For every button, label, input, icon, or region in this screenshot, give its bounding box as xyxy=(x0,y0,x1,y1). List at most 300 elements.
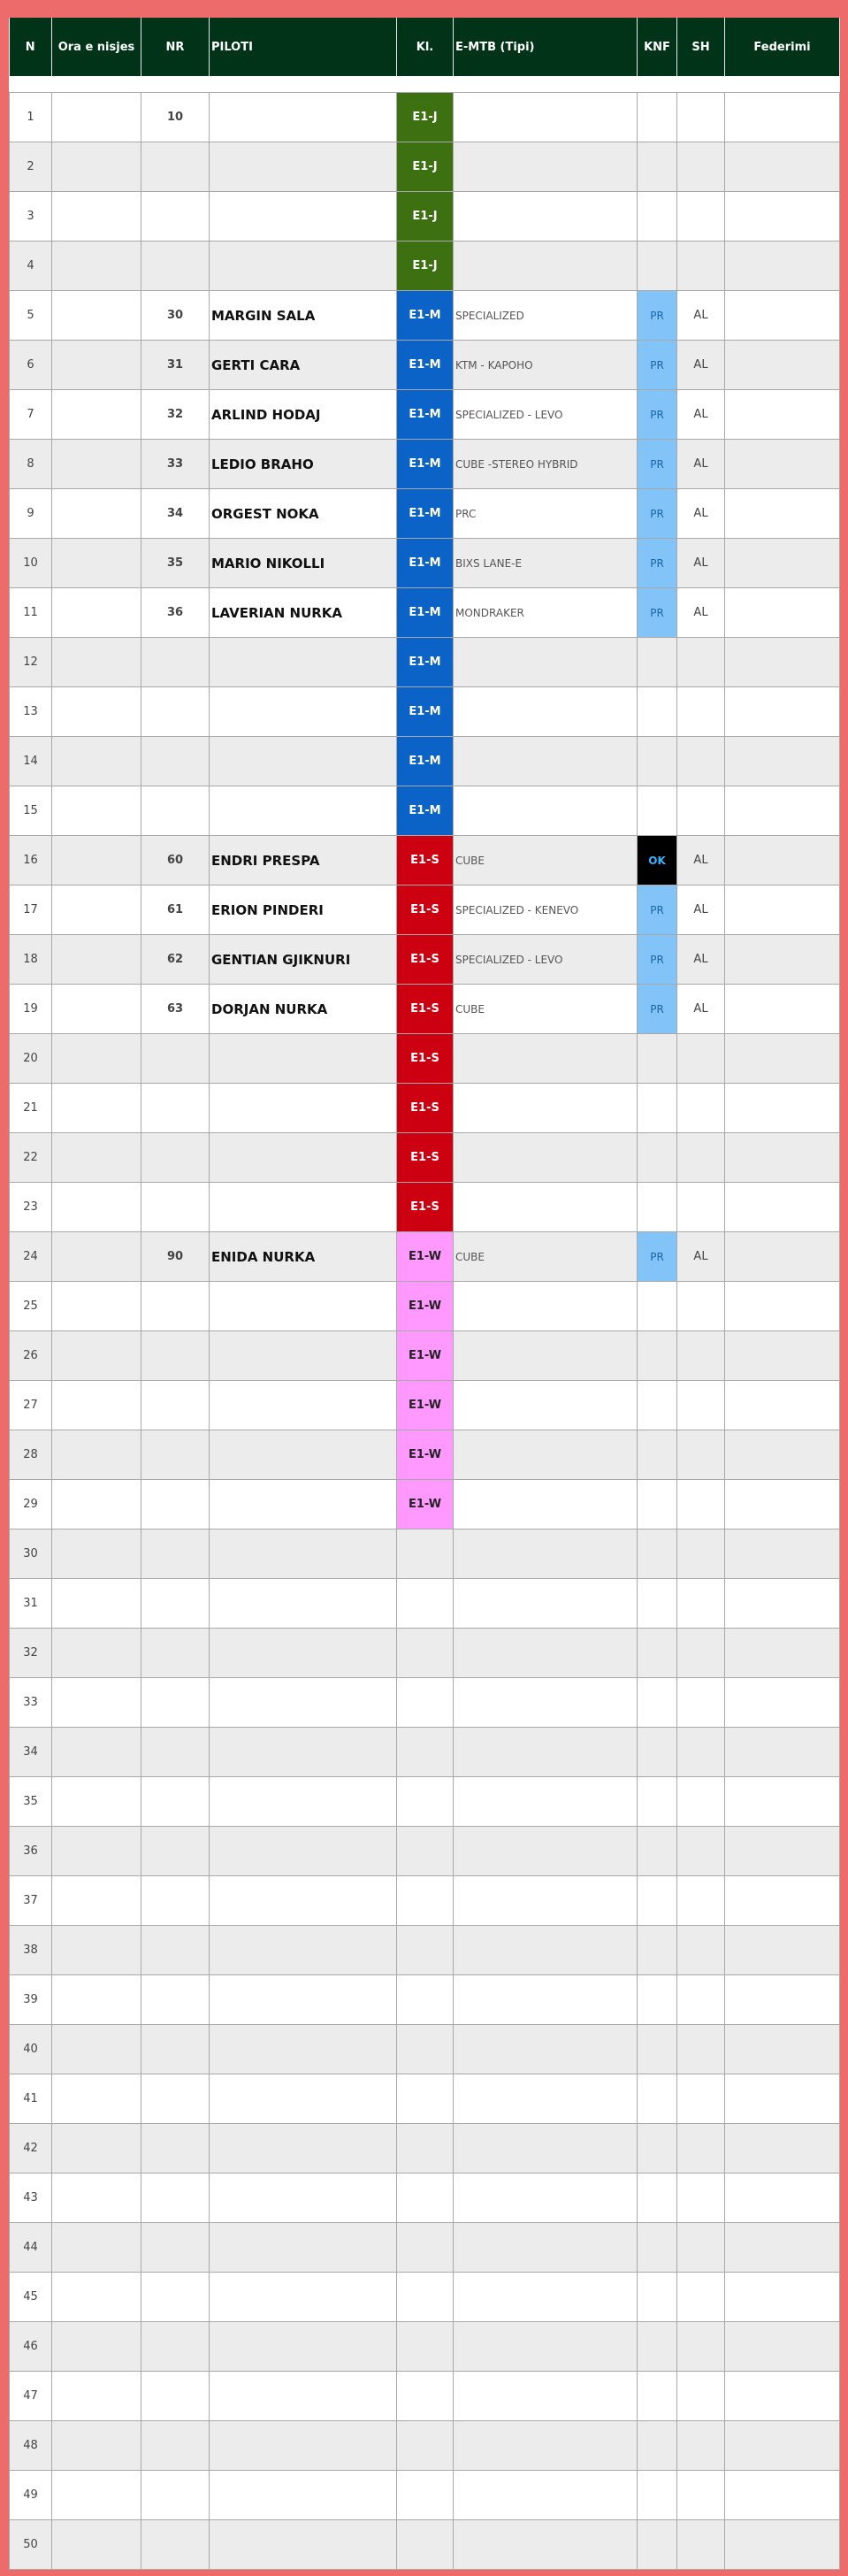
pilot-name-cell xyxy=(210,1183,397,1232)
class-cell: E1-M xyxy=(397,341,454,390)
knf-status-cell xyxy=(638,2124,677,2174)
emtb-type-cell: CUBE xyxy=(454,985,638,1034)
row-number-cell: 28 xyxy=(10,1430,52,1480)
class-cell: E1-W xyxy=(397,1381,454,1430)
federation-cell xyxy=(725,1827,840,1876)
knf-status-cell xyxy=(638,192,677,242)
country-cell xyxy=(677,2174,725,2223)
start-time-cell xyxy=(52,2372,141,2421)
pilot-name-cell: MARGIN SALA xyxy=(210,291,397,341)
class-cell: E1-S xyxy=(397,886,454,935)
country-cell: AL xyxy=(677,390,725,440)
knf-status-cell xyxy=(638,1381,677,1430)
emtb-type-cell: SPECIALIZED - KENEVO xyxy=(454,886,638,935)
emtb-type-cell: PRC xyxy=(454,489,638,539)
emtb-type-cell: MONDRAKER xyxy=(454,588,638,638)
knf-status-cell xyxy=(638,2074,677,2124)
row-number-cell: 48 xyxy=(10,2421,52,2471)
knf-status-cell: PR xyxy=(638,1232,677,1282)
table-row xyxy=(10,935,840,985)
race-number-cell xyxy=(141,1876,210,1926)
pilot-name-cell xyxy=(210,1728,397,1777)
emtb-type-cell xyxy=(454,1133,638,1183)
country-cell xyxy=(677,786,725,836)
emtb-type-cell xyxy=(454,242,638,291)
row-number-cell: 33 xyxy=(10,1678,52,1728)
race-number-cell xyxy=(141,1282,210,1331)
row-number-cell: 44 xyxy=(10,2223,52,2273)
federation-cell xyxy=(725,836,840,886)
table-row xyxy=(10,2025,840,2074)
start-time-cell xyxy=(52,1728,141,1777)
class-cell: E1-M xyxy=(397,390,454,440)
country-cell xyxy=(677,2520,725,2570)
class-cell xyxy=(397,2421,454,2471)
knf-status-cell xyxy=(638,1579,677,1629)
table-row xyxy=(10,2322,840,2372)
race-number-cell xyxy=(141,1579,210,1629)
start-time-cell xyxy=(52,2124,141,2174)
race-number-cell: 33 xyxy=(141,440,210,489)
row-number-cell: 5 xyxy=(10,291,52,341)
pilot-name-cell xyxy=(210,687,397,737)
table-row xyxy=(10,1678,840,1728)
country-cell xyxy=(677,1381,725,1430)
pilot-name-cell xyxy=(210,1133,397,1183)
table-row xyxy=(10,786,840,836)
country-cell xyxy=(677,93,725,142)
federation-cell xyxy=(725,1381,840,1430)
table-row xyxy=(10,687,840,737)
federation-cell xyxy=(725,1629,840,1678)
knf-status-cell xyxy=(638,93,677,142)
country-cell: AL xyxy=(677,985,725,1034)
emtb-type-cell xyxy=(454,1331,638,1381)
class-cell: E1-W xyxy=(397,1430,454,1480)
pilot-name-cell xyxy=(210,1282,397,1331)
race-number-cell xyxy=(141,737,210,786)
federation-cell xyxy=(725,489,840,539)
pilot-name-cell xyxy=(210,1480,397,1530)
start-time-cell xyxy=(52,242,141,291)
row-number-cell: 20 xyxy=(10,1034,52,1084)
knf-status-cell: PR xyxy=(638,440,677,489)
pilot-name-cell: GENTIAN GJIKNURI xyxy=(210,935,397,985)
emtb-type-cell xyxy=(454,2124,638,2174)
pilot-name-cell xyxy=(210,2372,397,2421)
row-number-cell: 46 xyxy=(10,2322,52,2372)
class-cell: E1-M xyxy=(397,638,454,687)
federation-cell xyxy=(725,142,840,192)
table-row xyxy=(10,1777,840,1827)
row-number-cell: 4 xyxy=(10,242,52,291)
header-n: N xyxy=(10,18,52,76)
start-time-cell xyxy=(52,192,141,242)
pilot-name-cell: ORGEST NOKA xyxy=(210,489,397,539)
emtb-type-cell xyxy=(454,1629,638,1678)
class-cell: E1-S xyxy=(397,1034,454,1084)
country-cell xyxy=(677,2074,725,2124)
knf-status-cell xyxy=(638,1975,677,2025)
class-cell xyxy=(397,1876,454,1926)
race-number-cell xyxy=(141,2520,210,2570)
header-emtb-type: E-MTB (Tipi) xyxy=(454,18,638,76)
row-number-cell: 8 xyxy=(10,440,52,489)
country-cell: AL xyxy=(677,341,725,390)
pilot-name-cell xyxy=(210,1777,397,1827)
start-time-cell xyxy=(52,1876,141,1926)
row-number-cell: 10 xyxy=(10,539,52,588)
table-header xyxy=(10,18,840,76)
federation-cell xyxy=(725,1232,840,1282)
country-cell xyxy=(677,2372,725,2421)
table-row xyxy=(10,1728,840,1777)
pilot-name-cell xyxy=(210,192,397,242)
start-list-table xyxy=(9,18,840,2570)
emtb-type-cell xyxy=(454,1975,638,2025)
race-number-cell xyxy=(141,2124,210,2174)
race-number-cell xyxy=(141,2223,210,2273)
emtb-type-cell: CUBE -STEREO HYBRID xyxy=(454,440,638,489)
table-row xyxy=(10,489,840,539)
emtb-type-cell xyxy=(454,1678,638,1728)
row-number-cell: 32 xyxy=(10,1629,52,1678)
knf-status-cell: OK xyxy=(638,836,677,886)
pilot-name-cell: LEDIO BRAHO xyxy=(210,440,397,489)
start-time-cell xyxy=(52,935,141,985)
class-cell: E1-M xyxy=(397,539,454,588)
knf-status-cell xyxy=(638,638,677,687)
race-number-cell xyxy=(141,2273,210,2322)
row-number-cell: 24 xyxy=(10,1232,52,1282)
class-cell xyxy=(397,2223,454,2273)
emtb-type-cell xyxy=(454,737,638,786)
race-number-cell xyxy=(141,1183,210,1232)
federation-cell xyxy=(725,737,840,786)
race-number-cell xyxy=(141,1728,210,1777)
knf-status-cell xyxy=(638,2223,677,2273)
header-federation: Federimi xyxy=(725,18,840,76)
start-time-cell xyxy=(52,1827,141,1876)
class-cell: E1-M xyxy=(397,786,454,836)
row-number-cell: 50 xyxy=(10,2520,52,2570)
race-number-cell xyxy=(141,2322,210,2372)
country-cell xyxy=(677,242,725,291)
race-number-cell: 63 xyxy=(141,985,210,1034)
class-cell xyxy=(397,1728,454,1777)
federation-cell xyxy=(725,1133,840,1183)
row-number-cell: 42 xyxy=(10,2124,52,2174)
header-start-time: Ora e nisjes xyxy=(52,18,141,76)
federation-cell xyxy=(725,1777,840,1827)
row-number-cell: 45 xyxy=(10,2273,52,2322)
table-row xyxy=(10,440,840,489)
start-time-cell xyxy=(52,2174,141,2223)
knf-status-cell xyxy=(638,1530,677,1579)
country-cell xyxy=(677,1480,725,1530)
table-row xyxy=(10,1430,840,1480)
pilot-name-cell: ARLIND HODAJ xyxy=(210,390,397,440)
row-number-cell: 22 xyxy=(10,1133,52,1183)
start-time-cell xyxy=(52,142,141,192)
start-time-cell xyxy=(52,93,141,142)
row-number-cell: 41 xyxy=(10,2074,52,2124)
pilot-name-cell: LAVERIAN NURKA xyxy=(210,588,397,638)
federation-cell xyxy=(725,2520,840,2570)
header-country: SH xyxy=(677,18,725,76)
row-number-cell: 15 xyxy=(10,786,52,836)
emtb-type-cell xyxy=(454,2421,638,2471)
class-cell: E1-S xyxy=(397,836,454,886)
row-number-cell: 37 xyxy=(10,1876,52,1926)
row-number-cell: 31 xyxy=(10,1579,52,1629)
start-time-cell xyxy=(52,1430,141,1480)
federation-cell xyxy=(725,440,840,489)
race-number-cell xyxy=(141,1975,210,2025)
country-cell xyxy=(677,1282,725,1331)
country-cell xyxy=(677,1331,725,1381)
race-number-cell xyxy=(141,1629,210,1678)
knf-status-cell xyxy=(638,242,677,291)
emtb-type-cell xyxy=(454,2520,638,2570)
federation-cell xyxy=(725,1282,840,1331)
knf-status-cell xyxy=(638,786,677,836)
header-pilot: PILOTI xyxy=(210,18,397,76)
country-cell xyxy=(677,1183,725,1232)
knf-status-cell: PR xyxy=(638,588,677,638)
emtb-type-cell xyxy=(454,1381,638,1430)
table-row xyxy=(10,291,840,341)
federation-cell xyxy=(725,687,840,737)
row-number-cell: 39 xyxy=(10,1975,52,2025)
emtb-type-cell: KTM - KAPOHO xyxy=(454,341,638,390)
knf-status-cell xyxy=(638,1430,677,1480)
row-number-cell: 23 xyxy=(10,1183,52,1232)
knf-status-cell xyxy=(638,1777,677,1827)
table-row xyxy=(10,2273,840,2322)
race-number-cell xyxy=(141,242,210,291)
emtb-type-cell xyxy=(454,1480,638,1530)
row-number-cell: 17 xyxy=(10,886,52,935)
country-cell xyxy=(677,1034,725,1084)
federation-cell xyxy=(725,1579,840,1629)
table-row xyxy=(10,1183,840,1232)
start-time-cell xyxy=(52,2322,141,2372)
emtb-type-cell: CUBE xyxy=(454,836,638,886)
class-cell xyxy=(397,2322,454,2372)
country-cell xyxy=(677,2273,725,2322)
table-row xyxy=(10,2074,840,2124)
country-cell xyxy=(677,2322,725,2372)
pilot-name-cell xyxy=(210,1430,397,1480)
start-time-cell xyxy=(52,2520,141,2570)
row-number-cell: 7 xyxy=(10,390,52,440)
table-row xyxy=(10,2421,840,2471)
emtb-type-cell xyxy=(454,142,638,192)
start-time-cell xyxy=(52,440,141,489)
emtb-type-cell xyxy=(454,2372,638,2421)
table-row xyxy=(10,638,840,687)
federation-cell xyxy=(725,1975,840,2025)
pilot-name-cell xyxy=(210,1827,397,1876)
table-row xyxy=(10,1282,840,1331)
class-cell: E1-J xyxy=(397,242,454,291)
federation-cell xyxy=(725,2322,840,2372)
pilot-name-cell xyxy=(210,1331,397,1381)
federation-cell xyxy=(725,1530,840,1579)
country-cell xyxy=(677,1530,725,1579)
emtb-type-cell: CUBE xyxy=(454,1232,638,1282)
federation-cell xyxy=(725,985,840,1034)
pilot-name-cell xyxy=(210,2322,397,2372)
knf-status-cell: PR xyxy=(638,539,677,588)
row-number-cell: 25 xyxy=(10,1282,52,1331)
row-number-cell: 36 xyxy=(10,1827,52,1876)
row-number-cell: 3 xyxy=(10,192,52,242)
knf-status-cell xyxy=(638,1728,677,1777)
row-number-cell: 11 xyxy=(10,588,52,638)
class-cell: E1-S xyxy=(397,1084,454,1133)
pilot-name-cell xyxy=(210,1084,397,1133)
emtb-type-cell xyxy=(454,1034,638,1084)
start-time-cell xyxy=(52,2471,141,2520)
knf-status-cell: PR xyxy=(638,886,677,935)
federation-cell xyxy=(725,1430,840,1480)
start-time-cell xyxy=(52,2421,141,2471)
header-class: Kl. xyxy=(397,18,454,76)
class-cell xyxy=(397,1777,454,1827)
row-number-cell: 38 xyxy=(10,1926,52,1975)
class-cell xyxy=(397,2124,454,2174)
row-number-cell: 9 xyxy=(10,489,52,539)
emtb-type-cell: SPECIALIZED - LEVO xyxy=(454,390,638,440)
table-row xyxy=(10,2223,840,2273)
federation-cell xyxy=(725,2074,840,2124)
class-cell xyxy=(397,1926,454,1975)
knf-status-cell: PR xyxy=(638,291,677,341)
pilot-name-cell xyxy=(210,1381,397,1430)
class-cell: E1-W xyxy=(397,1232,454,1282)
class-cell xyxy=(397,2273,454,2322)
start-time-cell xyxy=(52,638,141,687)
pilot-name-cell: ENDRI PRESPA xyxy=(210,836,397,886)
federation-cell xyxy=(725,539,840,588)
knf-status-cell xyxy=(638,1678,677,1728)
header-spacer xyxy=(10,76,840,93)
race-number-cell xyxy=(141,786,210,836)
class-cell xyxy=(397,1579,454,1629)
country-cell xyxy=(677,1777,725,1827)
knf-status-cell xyxy=(638,1876,677,1926)
row-number-cell: 18 xyxy=(10,935,52,985)
class-cell: E1-W xyxy=(397,1282,454,1331)
federation-cell xyxy=(725,291,840,341)
pilot-name-cell xyxy=(210,1926,397,1975)
knf-status-cell xyxy=(638,1133,677,1183)
country-cell xyxy=(677,2025,725,2074)
knf-status-cell xyxy=(638,737,677,786)
start-time-cell xyxy=(52,1331,141,1381)
federation-cell xyxy=(725,2174,840,2223)
table-row xyxy=(10,1827,840,1876)
table-row xyxy=(10,1629,840,1678)
start-time-cell xyxy=(52,1629,141,1678)
start-time-cell xyxy=(52,1777,141,1827)
table-body xyxy=(10,93,840,2570)
start-time-cell xyxy=(52,1480,141,1530)
race-number-cell xyxy=(141,687,210,737)
table-row xyxy=(10,1034,840,1084)
federation-cell xyxy=(725,2273,840,2322)
table-row xyxy=(10,1579,840,1629)
class-cell: E1-W xyxy=(397,1480,454,1530)
federation-cell xyxy=(725,886,840,935)
row-number-cell: 30 xyxy=(10,1530,52,1579)
knf-status-cell xyxy=(638,2421,677,2471)
race-number-cell xyxy=(141,1034,210,1084)
federation-cell xyxy=(725,2223,840,2273)
class-cell xyxy=(397,2520,454,2570)
table-row xyxy=(10,1975,840,2025)
emtb-type-cell xyxy=(454,1827,638,1876)
start-time-cell xyxy=(52,2273,141,2322)
pilot-name-cell: MARIO NIKOLLI xyxy=(210,539,397,588)
class-cell xyxy=(397,1678,454,1728)
race-number-cell xyxy=(141,2421,210,2471)
knf-status-cell: PR xyxy=(638,341,677,390)
knf-status-cell xyxy=(638,687,677,737)
country-cell xyxy=(677,1926,725,1975)
start-time-cell xyxy=(52,1381,141,1430)
start-time-cell xyxy=(52,2025,141,2074)
pilot-name-cell xyxy=(210,2124,397,2174)
emtb-type-cell xyxy=(454,1876,638,1926)
pilot-name-cell xyxy=(210,1876,397,1926)
start-time-cell xyxy=(52,1034,141,1084)
start-time-cell xyxy=(52,1084,141,1133)
country-cell: AL xyxy=(677,440,725,489)
row-number-cell: 21 xyxy=(10,1084,52,1133)
table-row xyxy=(10,1331,840,1381)
start-time-cell xyxy=(52,2074,141,2124)
pilot-name-cell xyxy=(210,737,397,786)
pilot-name-cell xyxy=(210,2174,397,2223)
race-number-cell xyxy=(141,1827,210,1876)
class-cell: E1-J xyxy=(397,93,454,142)
country-cell xyxy=(677,142,725,192)
emtb-type-cell xyxy=(454,192,638,242)
row-number-cell: 49 xyxy=(10,2471,52,2520)
row-number-cell: 19 xyxy=(10,985,52,1034)
federation-cell xyxy=(725,1678,840,1728)
emtb-type-cell xyxy=(454,1084,638,1133)
country-cell: AL xyxy=(677,291,725,341)
knf-status-cell xyxy=(638,1282,677,1331)
table-row xyxy=(10,341,840,390)
knf-status-cell xyxy=(638,1034,677,1084)
race-number-cell xyxy=(141,142,210,192)
emtb-type-cell xyxy=(454,786,638,836)
start-time-cell xyxy=(52,1232,141,1282)
race-number-cell xyxy=(141,2025,210,2074)
emtb-type-cell xyxy=(454,1579,638,1629)
emtb-type-cell: BIXS LANE-E xyxy=(454,539,638,588)
class-cell xyxy=(397,2025,454,2074)
country-cell: AL xyxy=(677,935,725,985)
pilot-name-cell xyxy=(210,1629,397,1678)
start-time-cell xyxy=(52,1975,141,2025)
country-cell xyxy=(677,2223,725,2273)
